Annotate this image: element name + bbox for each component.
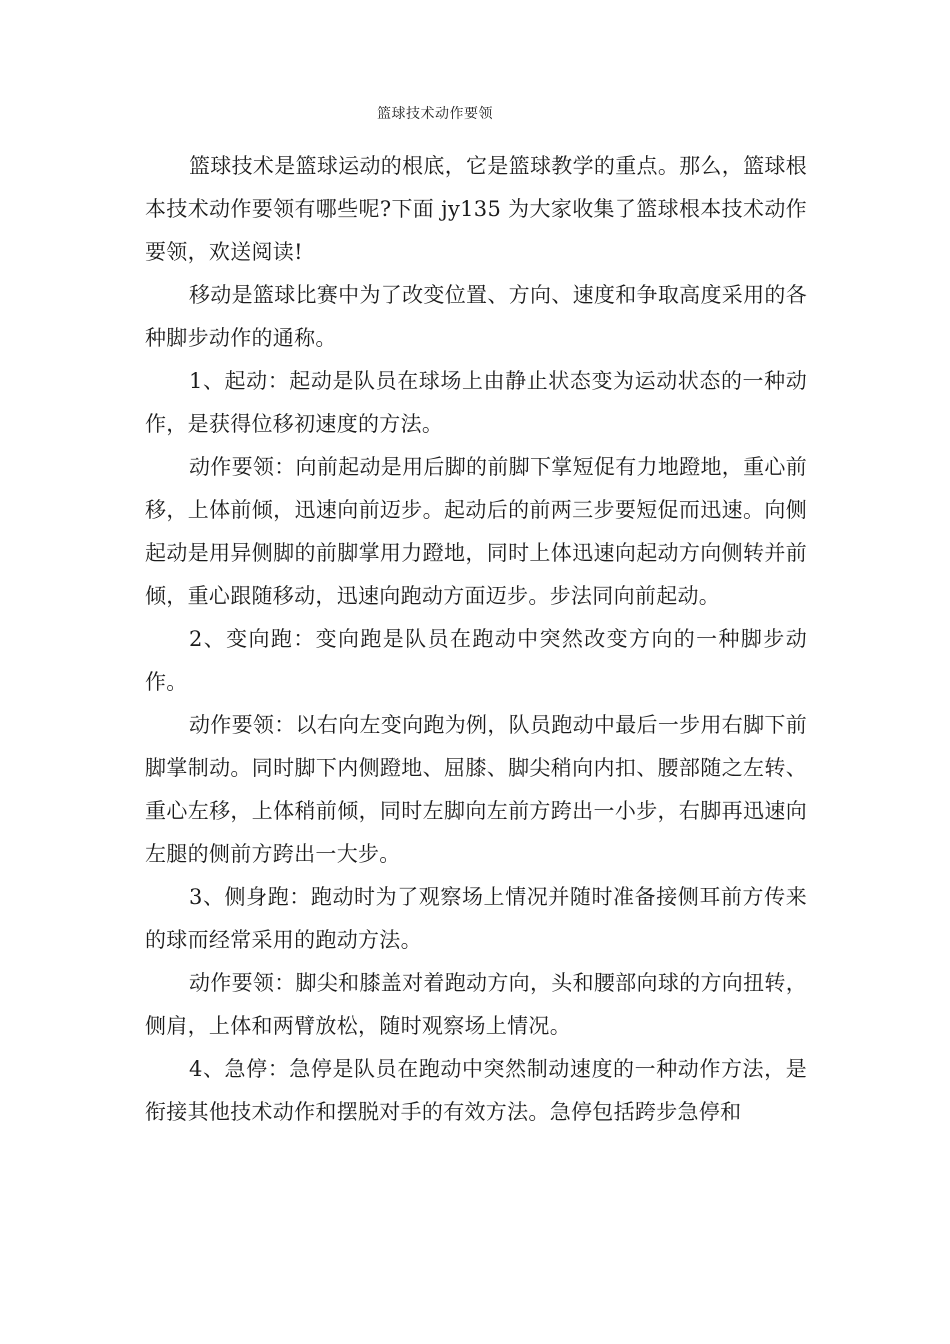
document-title: 篮球技术动作要领 [377,106,493,122]
document-body [145,145,807,1134]
paragraph-direction-change-definition: 2、变向跑：变向跑是队员在跑动中突然改变方向的一种脚步动作。 [145,627,807,694]
paragraph-side-run-definition: 3、侧身跑：跑动时为了观察场上情况并随时准备接侧耳前方传来的球而经常采用的跑动方法。 [145,885,807,952]
paragraph-direction-change-technique: 动作要领：以右向左变向跑为例，队员跑动中最后一步用右脚下前脚掌制动。同时脚下内侧蹬地、屈膝、脚尖稍向内扣、腰部随之左转、重心左移，上体稍前倾，同时左脚向左前方跨出一小步，右脚再迅速向左腿的侧前方跨出一大步。 [145,713,807,866]
paragraph-movement-definition: 移动是篮球比赛中为了改变位置、方向、速度和争取高度采用的各种脚步动作的通称。 [145,283,807,350]
paragraph-side-run-technique: 动作要领：脚尖和膝盖对着跑动方向，头和腰部向球的方向扭转，侧肩，上体和两臂放松，随时观察场上情况。 [145,971,807,1038]
paragraph-intro: 篮球技术是篮球运动的根底，它是篮球教学的重点。那么，篮球根本技术动作要领有哪些呢?下面 jy135 为大家收集了篮球根本技术动作要领，欢送阅读! [145,154,807,264]
paragraph-start-definition: 1、起动：起动是队员在球场上由静止状态变为运动状态的一种动作，是获得位移初速度的方法。 [145,369,807,436]
paragraph-start-technique: 动作要领：向前起动是用后脚的前脚下掌短促有力地蹬地，重心前移，上体前倾，迅速向前迈步。起动后的前两三步要短促而迅速。向侧起动是用异侧脚的前脚掌用力蹬地，同时上体迅速向起动方向侧转并前倾，重心跟随移动，迅速向跑动方面迈步。步法同向前起动。 [145,455,807,608]
paragraph-sudden-stop-definition: 4、急停：急停是队员在跑动中突然制动速度的一种动作方法，是衔接其他技术动作和摆脱对手的有效方法。急停包括跨步急停和 [145,1057,807,1124]
